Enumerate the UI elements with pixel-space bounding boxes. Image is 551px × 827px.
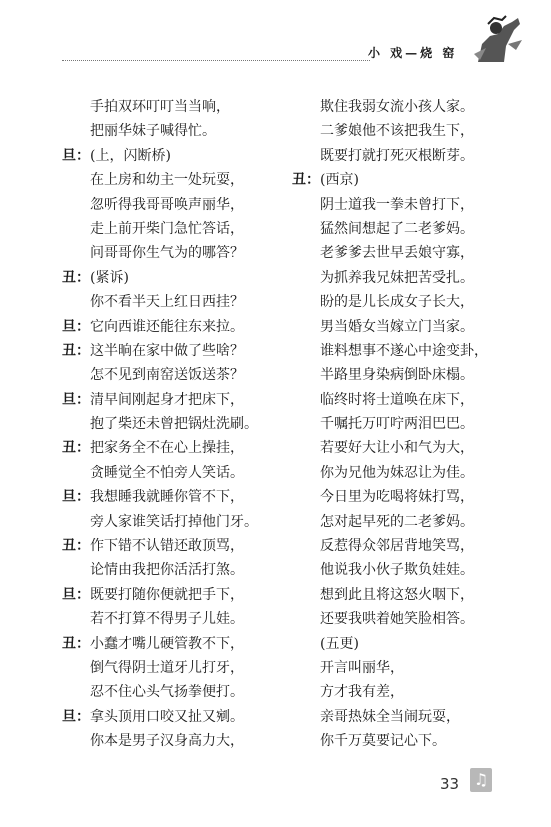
right-text-column [292,95,522,754]
line-text: 亲哥热妹全当闹玩耍， [320,708,460,725]
line-text: 清早间刚起身才把床下， [90,391,244,408]
line-text: 忽听得我哥哥唤声丽华， [90,196,244,213]
speaker-label: 丑： [62,342,90,359]
line-text: 贪睡觉全不怕旁人笑话。 [90,464,244,481]
line-text: 你为兄他为妹忍让为佳。 [320,464,474,481]
speaker-label: 旦： [62,318,90,335]
line-text: 把家务全不在心上操挂， [90,440,244,457]
line-text: 谁料想事不遂心中途变卦， [320,342,488,359]
line-text: 既要打就打死灭根断芽。 [320,147,474,164]
speaker-label: 丑： [62,635,90,652]
script-line [62,607,287,631]
script-line [292,436,522,460]
line-text: 手拍双环叮叮当当响， [90,99,230,115]
script-line [62,241,287,265]
line-text: 怎不见到南窑送饭送茶？ [90,367,244,384]
line-text: 他说我小伙子欺负娃娃。 [320,562,474,579]
script-line [292,290,522,314]
line-text: 阴士道我一拳未曾打下， [320,196,474,213]
script-line [292,607,522,631]
script-line [292,510,522,534]
script-line [292,168,522,192]
speaker-label: 丑： [292,172,320,189]
speaker-label: 旦： [62,586,90,603]
line-text: 你千万莫要记心下。 [320,733,446,750]
line-text: 开言叫丽华， [320,659,404,676]
line-text: 问哥哥你生气为的哪答？ [90,245,244,262]
script-line [62,266,287,290]
line-text: 反惹得众邻居背地笑骂， [320,538,474,555]
script-line [292,583,522,607]
line-text: 半路里身染病倒卧床榻。 [320,367,474,384]
script-line [292,315,522,339]
line-text: 论情由我把你活活打煞。 [90,562,244,579]
header-dotted-rule [62,60,370,61]
speaker-label: 旦： [62,147,90,164]
script-line [62,95,287,119]
line-text: 怎对起早死的二老爹妈。 [320,513,474,530]
script-line [292,729,522,753]
script-line [62,583,287,607]
line-text: 旁人家谁笑话打掉他门牙。 [90,513,258,530]
page-number: 33 [440,775,460,793]
line-text: 走上前开柴门急忙答话， [90,220,244,237]
script-line [62,510,287,534]
line-text: 为抓养我兄妹把苦受扎。 [320,269,474,286]
script-line [62,656,287,680]
line-text: 忍不住心头气扬拳便打。 [90,684,244,701]
script-line [62,217,287,241]
line-text: (紧诉) [90,269,129,286]
line-text: 今日里为吃喝将妹打骂， [320,489,474,506]
script-line [292,632,522,656]
script-line [292,656,522,680]
script-line [292,266,522,290]
line-text: 若要好大让小和气为大， [320,440,474,457]
script-line [292,412,522,436]
script-line [292,705,522,729]
script-line [62,339,287,363]
script-line [62,119,287,143]
script-line [292,363,522,387]
line-text: 倒气得阴士道牙儿打牙， [90,659,244,676]
line-text: 若不打算不得男子儿娃。 [90,611,244,628]
script-line [62,705,287,729]
opera-figure-icon [468,14,524,64]
line-text: (上，闪断桥) [90,147,171,164]
script-line [62,290,287,314]
speaker-label: 旦： [62,708,90,725]
line-text: 千嘱托万叮咛两泪巴巴。 [320,416,474,433]
speaker-label: 丑： [62,538,90,555]
script-line [292,339,522,363]
line-text: (西京) [320,172,359,189]
line-text: 我想睡我就睡你管不下， [90,489,244,506]
script-line [292,461,522,485]
speaker-label: 丑： [62,269,90,286]
script-line [62,412,287,436]
line-text: 还要我哄着她笑脸相答。 [320,611,474,628]
line-text: 作下错不认错还敢顶骂， [90,538,244,555]
script-line [292,217,522,241]
line-text: 在上房和幼主一处玩耍， [90,172,244,189]
script-line [292,144,522,168]
script-line [292,534,522,558]
line-text: 欺住我弱女流小孩人家。 [320,99,474,115]
script-line [292,485,522,509]
speaker-label: 旦： [62,391,90,408]
script-line [62,485,287,509]
line-text: 你本是男子汉身高力大， [90,733,244,750]
speaker-label: 丑： [62,440,90,457]
line-text: 拿头顶用口咬又扯又剜。 [90,708,244,725]
line-text: (五更) [320,635,359,652]
line-text: 临终时将士道唤在床下， [320,391,474,408]
script-line [62,558,287,582]
line-text: 方才我有差， [320,684,404,701]
line-text: 把丽华妹子喊得忙。 [90,123,216,140]
script-line [292,241,522,265]
line-text: 二爹娘他不该把我生下， [320,123,474,140]
line-text: 想到此且将这怒火咽下， [320,586,474,603]
line-text: 它向西谁还能往东来拉。 [90,318,244,335]
script-line [62,363,287,387]
line-text: 这半晌在家中做了些啥？ [90,342,244,359]
script-line [62,315,287,339]
running-header-title: 小 戏—烧 窑 [368,46,458,60]
line-text: 老爹爹去世早丢娘守寡， [320,245,474,262]
left-text-column [62,95,287,754]
script-line [62,436,287,460]
script-line [62,680,287,704]
line-text: 盼的是儿长成女子长大， [320,294,474,311]
line-text: 猛然间想起了二老爹妈。 [320,220,474,237]
script-line [292,558,522,582]
script-line [62,461,287,485]
script-line [62,729,287,753]
script-line [292,388,522,412]
script-line [292,119,522,143]
script-line [62,534,287,558]
line-text: 男当婚女当嫁立门当家。 [320,318,474,335]
script-line [292,680,522,704]
script-line [62,632,287,656]
script-line [292,95,522,119]
music-note-icon: ♫ [470,768,492,792]
line-text: 你不看半天上红日西挂？ [90,294,244,311]
speaker-label: 旦： [62,489,90,506]
script-line [62,193,287,217]
script-line [292,193,522,217]
script-line [62,168,287,192]
script-line [62,388,287,412]
line-text: 既要打随你便就把手下， [90,586,244,603]
script-line [62,144,287,168]
line-text: 抱了柴还未曾把锅灶洗刷。 [90,416,258,433]
line-text: 小蠢才嘴儿硬管教不下， [90,635,244,652]
